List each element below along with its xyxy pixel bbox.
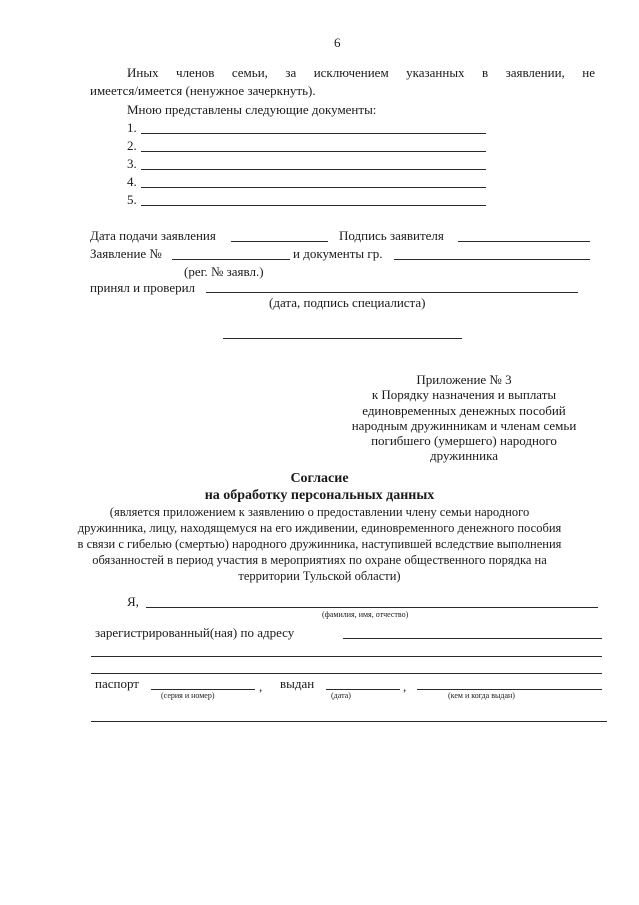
- accepted-line: [206, 292, 578, 293]
- reg-hint: (рег. № заявл.): [184, 264, 264, 279]
- application-label: Заявление №: [90, 246, 162, 261]
- appendix-block: [334, 372, 594, 464]
- address-line-1[interactable]: [343, 638, 602, 639]
- address-line-2[interactable]: [91, 656, 602, 657]
- document-item-number: 5.: [127, 192, 137, 207]
- appendix-line: народным дружинникам и членам семьи: [351, 417, 577, 433]
- separator-line: [223, 338, 462, 339]
- family-word: семьи,: [231, 65, 268, 80]
- family-word: заявлении,: [505, 65, 565, 80]
- appendix-line: к Порядку назначения и выплаты: [371, 387, 557, 403]
- signature-line: [458, 241, 590, 242]
- issued-comma: ,: [403, 679, 407, 694]
- accepted-label: принял и проверил: [90, 280, 196, 295]
- issuer-line[interactable]: [417, 689, 602, 690]
- consent-description: [0, 504, 639, 584]
- appendix-line: погибшего (умершего) народного: [371, 433, 557, 449]
- consent-title: Согласие: [290, 471, 349, 486]
- passport-label: паспорт: [95, 676, 139, 691]
- specialist-hint: (дата, подпись специалиста): [269, 295, 426, 310]
- date-label: Дата подачи заявления: [90, 228, 216, 243]
- family-word: Иных: [127, 65, 159, 80]
- passport-extra-line[interactable]: [91, 721, 607, 722]
- documents-heading: Мною представлены следующие документы:: [127, 102, 377, 117]
- consent-description-line: (является приложением к заявлению о предоставлении члену семьи народного: [109, 505, 530, 519]
- application-number-line: [172, 259, 290, 260]
- family-line-2: имеется/имеется (ненужное зачеркнуть).: [90, 83, 316, 98]
- i-label: Я,: [127, 594, 139, 609]
- name-hint: (фамилия, имя, отчество): [322, 610, 409, 619]
- consent-description-line: территории Тульской области): [238, 569, 401, 583]
- family-word: не: [582, 65, 595, 80]
- date-hint: (дата): [331, 691, 351, 700]
- passport-comma: ,: [259, 679, 263, 694]
- document-item-line: [141, 169, 486, 170]
- appendix-line: Приложение № 3: [416, 372, 512, 387]
- family-word: указанных: [406, 65, 465, 80]
- family-word: в: [482, 65, 489, 80]
- consent-description-line: дружинника, лицу, находящемуся на его иждивении, единовременного денежного пособия: [77, 521, 562, 535]
- consent-description-line: обязанностей в период участия в мероприятиях по охране общественного порядка на: [92, 553, 547, 567]
- page-number: 6: [334, 35, 341, 50]
- family-word: членов: [176, 65, 215, 80]
- appendix-line: единовременных денежных пособий: [362, 402, 566, 418]
- date-line: [231, 241, 328, 242]
- issued-label: выдан: [280, 676, 315, 691]
- docs-label: и документы гр.: [293, 246, 383, 261]
- document-item-line: [141, 205, 486, 206]
- name-field-line[interactable]: [146, 607, 598, 608]
- document-item-number: 2.: [127, 138, 137, 153]
- consent-subtitle: на обработку персональных данных: [204, 488, 435, 503]
- consent-description-line: в связи с гибелью (смертью) народного дружинника, наступившей вследствие выполнения: [77, 537, 562, 551]
- document-item-number: 1.: [127, 120, 137, 135]
- issued-date-line[interactable]: [326, 689, 400, 690]
- series-hint: (серия и номер): [161, 691, 215, 700]
- address-line-3[interactable]: [91, 673, 602, 674]
- family-word: за: [285, 65, 297, 80]
- family-word: исключением: [313, 65, 389, 80]
- appendix-line: дружинника: [430, 448, 498, 464]
- registered-label: зарегистрированный(ная) по адресу: [95, 625, 295, 640]
- document-item-line: [141, 187, 486, 188]
- passport-series-line[interactable]: [151, 689, 255, 690]
- document-item-number: 4.: [127, 174, 137, 189]
- docs-line: [394, 259, 590, 260]
- document-item-line: [141, 133, 486, 134]
- document-item-number: 3.: [127, 156, 137, 171]
- signature-label: Подпись заявителя: [339, 228, 444, 243]
- document-item-line: [141, 151, 486, 152]
- family-paragraph: [127, 66, 595, 79]
- issuer-hint: (кем и когда выдан): [448, 691, 515, 700]
